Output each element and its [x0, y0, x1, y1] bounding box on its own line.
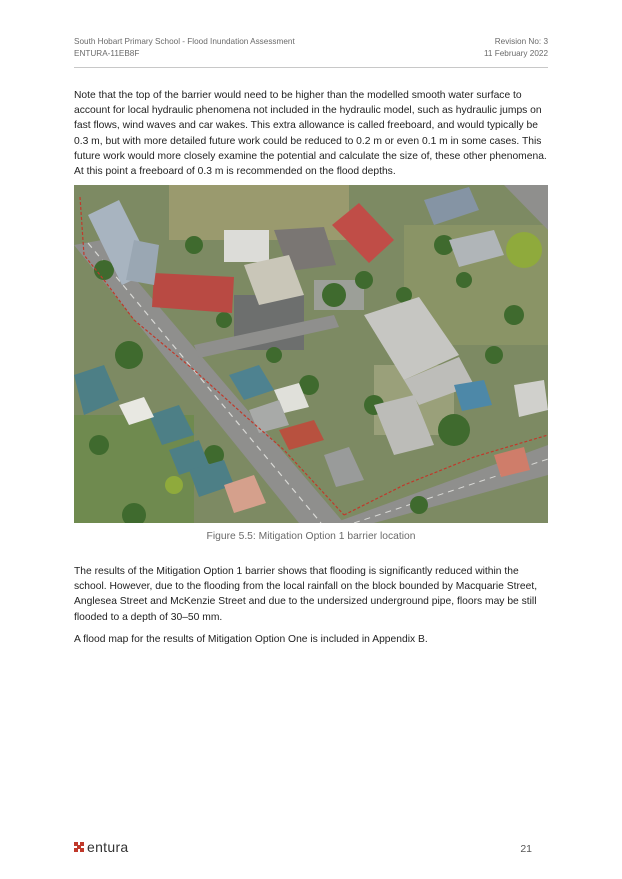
header-revision: Revision No: 3: [494, 37, 548, 46]
aerial-map-figure: [74, 185, 548, 523]
figure-caption: Figure 5.5: Mitigation Option 1 barrier location: [206, 531, 416, 542]
entura-logo-mark-icon: [74, 842, 84, 852]
entura-logo: [74, 838, 129, 856]
page-number: 21: [520, 843, 532, 855]
body-paragraph-appendix: A flood map for the results of Mitigation Option One is included in Appendix B.: [74, 634, 428, 645]
header-doc-title: South Hobart Primary School - Flood Inundation Assessment: [74, 37, 295, 46]
body-paragraph-freeboard: Note that the top of the barrier would need to be higher than the modelled smooth water surface to account for local hydraulic phenomena not included in the hydraulic model, such as hydraulic jumps on fast flows, wind waves and car wakes. This extra allowance is called freeboard, and would typically be 0.3 m, but with more detailed future work could be reduced to 0.2 m or even 0.1 m in some cases. This future work would more closely examine the potential and calculate the size of, these other phenomena. At this point a freeboard of 0.3 m is recommended on the flood depths.: [74, 90, 547, 178]
body-paragraph-results: The results of the Mitigation Option 1 barrier shows that flooding is significantly reduced within the school. However, due to the flooding from the local rainfall on the block bounded by Macquarie Street, Anglesea Street and McKenzie Street and due to the undersized underground pipe, floors may be still flooded to a depth of 30–50 mm.: [74, 566, 538, 623]
entura-logo-text: entura: [87, 839, 129, 855]
aerial-photo: [74, 185, 548, 523]
header-right: [484, 36, 548, 60]
header-divider: [74, 67, 548, 68]
header-left: [74, 36, 295, 60]
header-date: 11 February 2022: [483, 49, 548, 58]
header-doc-code: ENTURA-11EB8F: [74, 49, 140, 58]
